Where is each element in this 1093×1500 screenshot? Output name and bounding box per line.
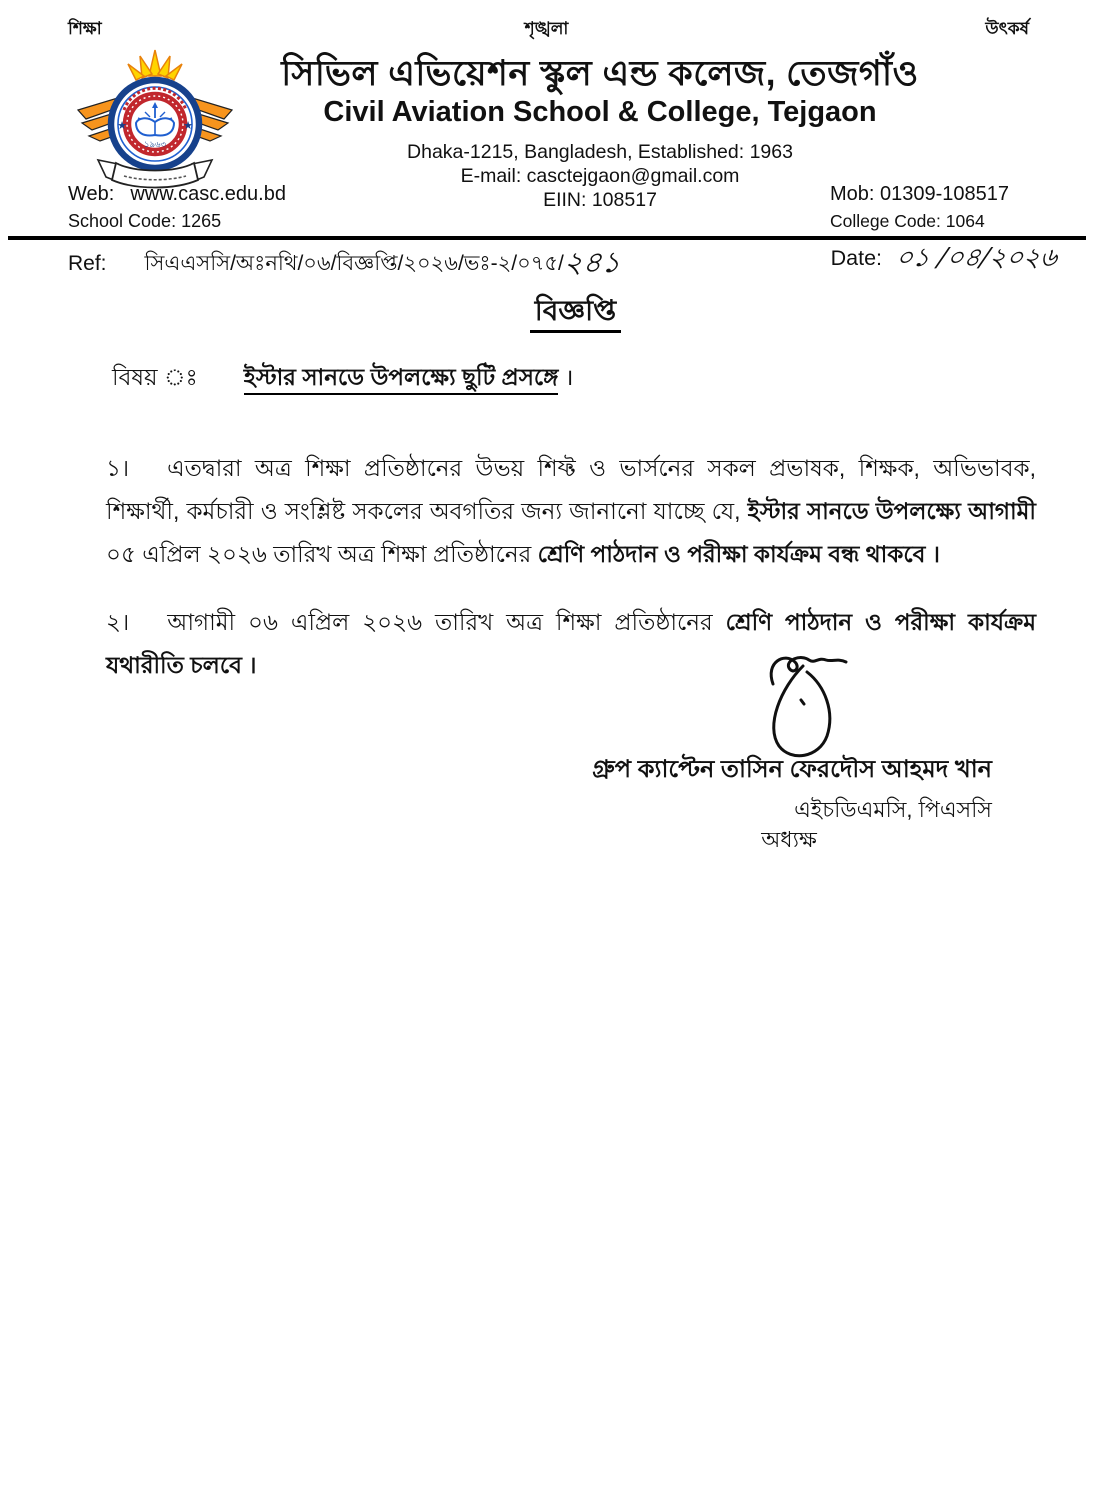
paragraph-1-text-2: ০৫ এপ্রিল ২০২৬ তারিখ অত্র শিক্ষা প্রতিষ্ঠানের — [106, 541, 538, 567]
motto-excellence: উৎকর্ষ — [985, 19, 1029, 38]
notice-heading: বিজ্ঞপ্তি — [530, 295, 621, 333]
mobile-line: Mob: 01309-108517 — [830, 183, 1010, 205]
reference-row — [68, 245, 623, 282]
ref-number: সিএএসসি/অঃনথি/০৬/বিজ্ঞপ্তি/২০২৬/ভঃ-২/০৭৫/ — [144, 252, 564, 275]
paragraph-1-text: এতদ্বারা অত্র শিক্ষা প্রতিষ্ঠানের উভয় শিফ্ট ও ভার্সনের সকল প্রভাষক, শিক্ষক, অভিভাবক, শিক্ষার্থী, কর্মচারী ও সংশ্লিষ্ট সকলের অবগতির জন্য জানানো যাচ্ছে যে, — [106, 455, 1036, 524]
paragraph-1 — [106, 447, 1036, 576]
signatory-designation: অধ্যক্ষ — [761, 827, 817, 852]
paragraph-2-text: আগামী ০৬ এপ্রিল ২০২৬ তারিখ অত্র শিক্ষা প্রতিষ্ঠানের — [167, 609, 726, 635]
address-line: Dhaka-1215, Bangladesh, Established: 1963 — [407, 141, 793, 163]
signatory-honors: এইচডিএমসি, পিএসসি — [794, 797, 992, 822]
paragraph-2-number: ২। — [106, 609, 130, 635]
date-row — [830, 243, 1060, 273]
subject-end-mark: । — [558, 364, 574, 390]
web-label: Web: — [68, 183, 115, 205]
eiin-line: EIIN: 108517 — [543, 189, 657, 211]
paragraph-2-bold-resume: শ্রেণি পাঠদান ও পরীক্ষা কার্যক্রম যথারীতি চলবে । — [106, 609, 1036, 678]
svg-text:★: ★ — [117, 120, 127, 132]
website-line — [68, 183, 286, 206]
ref-label: Ref: — [68, 252, 107, 275]
header-divider — [8, 236, 1086, 240]
paragraph-1-bold-closure: শ্রেণি পাঠদান ও পরীক্ষা কার্যক্রম বন্ধ থাকবে । — [537, 541, 941, 567]
signatory-name: গ্রুপ ক্যাপ্টেন তাসিন ফেরদৌস আহমদ খান — [592, 756, 992, 783]
college-code-line: College Code: 1064 — [830, 211, 985, 231]
motto-education: শিক্ষা — [68, 19, 102, 38]
signature-scribble — [745, 648, 925, 768]
school-code-line: School Code: 1265 — [68, 211, 222, 231]
svg-text:★: ★ — [183, 120, 193, 132]
notice-heading-wrap — [58, 289, 1093, 336]
subject-line — [112, 359, 574, 398]
subject-text: ইস্টার সানডে উপলক্ষ্যে ছুটি প্রসঙ্গে — [244, 364, 559, 395]
school-name-english: Civil Aviation School & College, Tejgaon — [323, 96, 877, 128]
school-name-bengali: সিভিল এভিয়েশন স্কুল এন্ড কলেজ, তেজগাঁও — [281, 54, 919, 93]
motto-discipline: শৃঙ্খলা — [524, 19, 569, 38]
email-line: E-mail: casctejgaon@gmail.com — [460, 165, 740, 187]
logo-year: ১৯৬৩ — [143, 139, 167, 149]
paragraph-1-number: ১। — [106, 455, 130, 481]
ref-number-handwritten: ২৪১ — [562, 245, 623, 279]
date-handwritten: ০১ /০৪/২০২৬ — [893, 243, 1060, 273]
web-url: www.casc.edu.bd — [130, 183, 286, 205]
date-label: Date: — [830, 246, 883, 270]
subject-label: বিষয় ঃ — [112, 364, 198, 390]
paragraph-1-bold-occasion: ইস্টার সানডে উপলক্ষ্যে আগামী — [747, 498, 1036, 524]
